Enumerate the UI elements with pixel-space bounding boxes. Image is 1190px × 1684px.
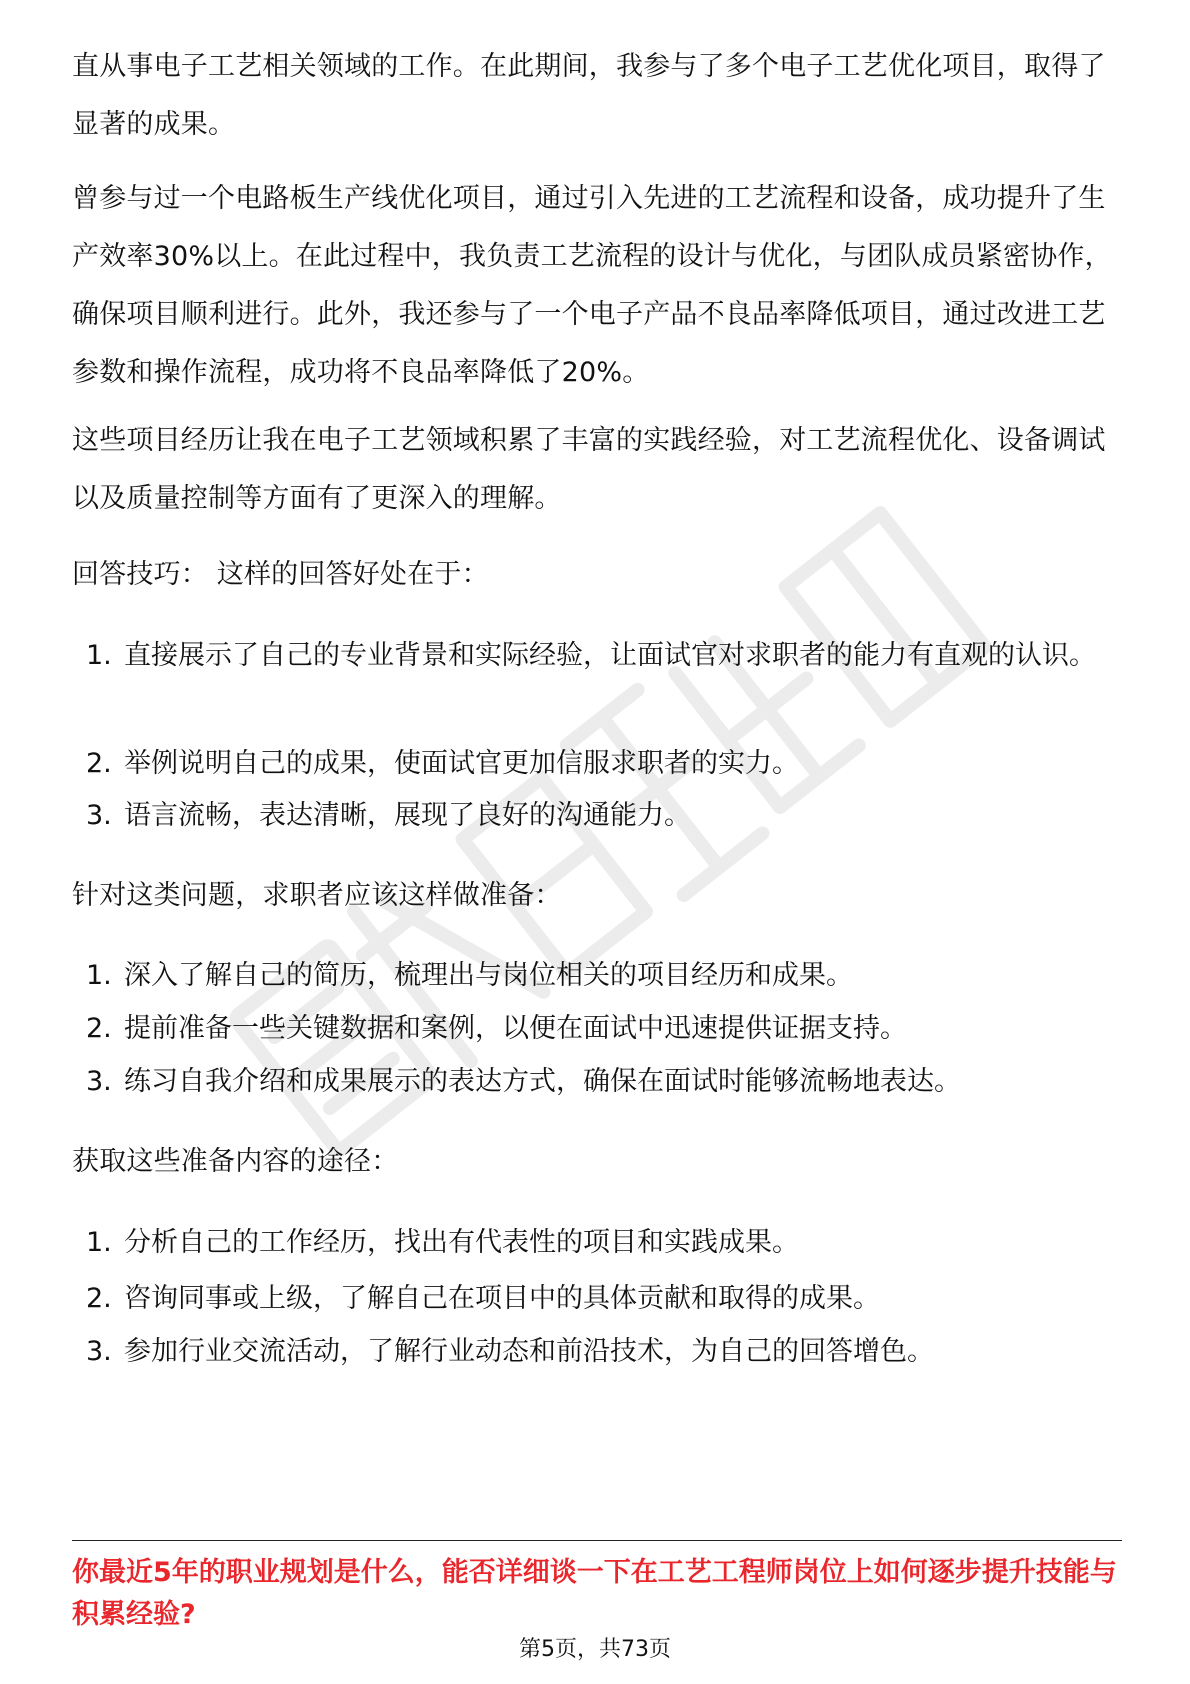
list-number: 1.: [86, 1227, 112, 1258]
list-text: 提前准备一些关键数据和案例，以便在面试中迅速提供证据支持。: [124, 1013, 907, 1044]
list-text: 参加行业交流活动，了解行业动态和前沿技术，为自己的回答增色。: [124, 1336, 934, 1367]
list-text: 咨询同事或上级，了解自己在项目中的具体贡献和取得的成果。: [124, 1283, 880, 1314]
list-number: 2.: [86, 1013, 112, 1044]
list-text: 练习自我介绍和成果展示的表达方式，确保在面试时能够流畅地表达。: [124, 1066, 961, 1097]
list-text: 分析自己的工作经历，找出有代表性的项目和实践成果。: [124, 1227, 799, 1258]
list-number: 3.: [86, 800, 112, 831]
list-text: 直接展示了自己的专业背景和实际经验，让面试官对求职者的能力有直观的认识。: [124, 640, 1096, 671]
next-question-heading: 你最近5年的职业规划是什么，能否详细谈一下在工艺工程师岗位上如何逐步提升技能与积累经验?: [72, 1557, 1117, 1630]
list-number: 3.: [86, 1066, 112, 1097]
list-number: 1.: [86, 640, 112, 671]
list-number: 2.: [86, 1283, 112, 1314]
list-text: 深入了解自己的简历，梳理出与岗位相关的项目经历和成果。: [124, 960, 853, 991]
section-heading-prep: 针对这类问题，求职者应该这样做准备：: [72, 880, 562, 911]
section-divider: [72, 1540, 1122, 1541]
list-number: 3.: [86, 1336, 112, 1367]
section-heading-tips: 回答技巧： 这样的回答好处在于：: [72, 559, 489, 590]
list-text: 举例说明自己的成果，使面试官更加信服求职者的实力。: [124, 748, 799, 779]
list-text: 语言流畅，表达清晰，展现了良好的沟通能力。: [124, 800, 691, 831]
paragraph-summary: 这些项目经历让我在电子工艺领域积累了丰富的实践经验，对工艺流程优化、设备调试以及质量控制等方面有了更深入的理解。: [72, 425, 1106, 514]
page-number-footer: 第5页，共73页: [519, 1637, 671, 1662]
paragraph-projects: 曾参与过一个电路板生产线优化项目，通过引入先进的工艺流程和设备，成功提升了生产效率30%以上。在此过程中，我负责工艺流程的设计与优化，与团队成员紧密协作，确保项目顺利进行。此外，我还参与了一个电子产品不良品率降低项目，通过改进工艺参数和操作流程，成功将不良品率降低了20%。: [72, 183, 1112, 388]
list-number: 1.: [86, 960, 112, 991]
list-number: 2.: [86, 748, 112, 779]
section-heading-sources: 获取这些准备内容的途径：: [72, 1146, 399, 1177]
paragraph-intro: 直从事电子工艺相关领域的工作。在此期间，我参与了多个电子工艺优化项目，取得了显著的成果。: [72, 51, 1106, 140]
